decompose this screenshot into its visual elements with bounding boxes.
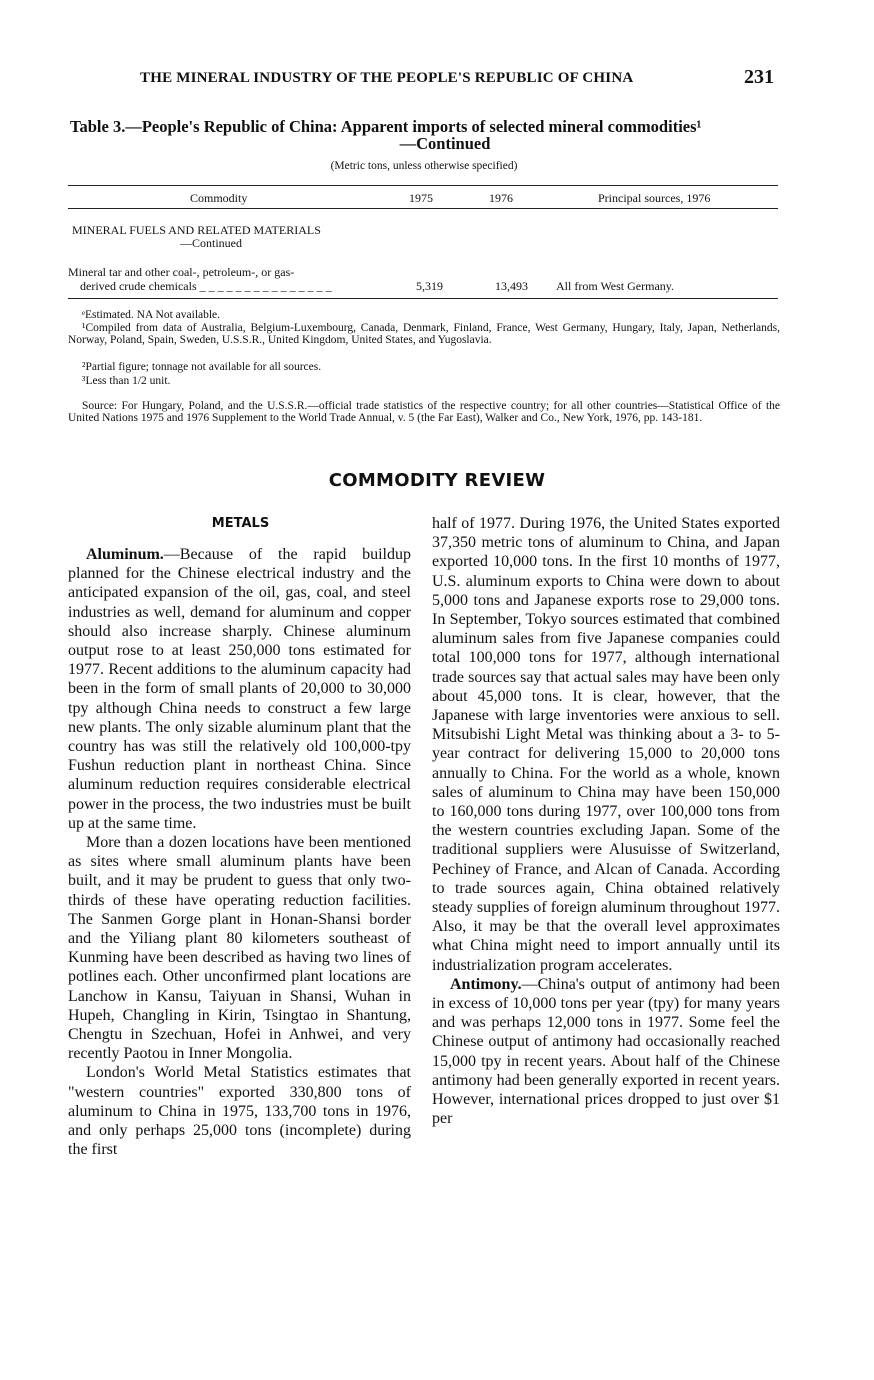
column-header-1975: 1975 <box>409 191 433 205</box>
section-heading: MINERAL FUELS AND RELATED MATERIALS <box>72 223 321 237</box>
running-header: THE MINERAL INDUSTRY OF THE PEOPLE'S REPUBLIC OF CHINA <box>140 70 634 86</box>
column-header-sources: Principal sources, 1976 <box>598 191 711 205</box>
aluminum-paragraph-1 <box>68 545 411 833</box>
aluminum-paragraph-2: More than a dozen locations have been mentioned as sites where small aluminum plants have been built, and it may be prudent to guess that only two-thirds of these have operating reduction facilities. The Sanmen Gorge plant in Honan-Shansi border and the Yiliang plant 80 kilometers southeast of Kunming have been described as having two lines of potlines each. Other unconfirmed plant locations are Lanchow in Kansu, Taiyuan in Shansi, Wuhan in Hupeh, Changling in Kirin, Tsingtao in Shantung, Chengtu in Szechuan, Hofei in Anhwei, and very recently Paotou in Inner Mongolia. <box>68 834 411 1063</box>
footnote-estimated: ᵉEstimated. NA Not available. <box>82 309 221 321</box>
footnote-3: ³Less than 1/2 unit. <box>82 375 171 387</box>
table-title <box>70 118 780 152</box>
antimony-heading: Antimony. <box>450 975 522 993</box>
source-note: Source: For Hungary, Poland, and the U.S.S.R.—official trade statistics of the respective country; for all other countries—Statistical Office of the United Nations 1975 and 1976 Supplement to the World Trade Annual, v. 5 (the Far East), Walker and Co., New York, 1976, pp. 143-181. <box>68 400 780 424</box>
antimony-paragraph-1 <box>432 975 780 1129</box>
aluminum-paragraph-3: London's World Metal Statistics estimates that "western countries" exported 330,800 tons of aluminum to China in 1975, 133,700 tons in 1976, and only perhaps 25,000 tons (incomplete) during the first <box>68 1064 411 1159</box>
footnote-2: ²Partial figure; tonnage not available for all sources. <box>82 361 322 373</box>
metals-subheading: METALS <box>211 516 270 531</box>
aluminum-heading: Aluminum. <box>86 546 164 563</box>
row-commodity-line1: Mineral tar and other coal-, petroleum-, or gas- <box>68 265 295 279</box>
table-title-continued: —Continued <box>399 134 491 153</box>
table-title-line1: Table 3.—People's Republic of China: Apparent imports of selected mineral commodities¹ <box>70 117 702 136</box>
row-sources: All from West Germany. <box>556 279 675 293</box>
page-number: 231 <box>744 66 774 88</box>
table-top-rule <box>68 185 778 186</box>
left-column <box>68 545 411 1160</box>
table-units: (Metric tons, unless otherwise specified) <box>330 160 518 172</box>
commodity-review-heading: COMMODITY REVIEW <box>328 470 546 491</box>
right-column <box>432 514 780 1129</box>
antimony-text-1: —China's output of antimony had been in excess of 10,000 tons per year (tpy) for many years and was perhaps 12,000 tons in 1977. Some feel the Chinese output of antimony had occasionally reached 15,000 tpy in recent years. About half of the Chinese antimony had been generally exported in recent years. However, international prices dropped to just over $1 per <box>432 975 780 1128</box>
row-value-1975: 5,319 <box>416 279 443 293</box>
footnote-1: ¹Compiled from data of Australia, Belgium-Luxembourg, Canada, Denmark, Finland, France, West Germany, Hungary, Italy, Japan, Netherlands, Norway, Poland, Spain, Sweden, U.S.S.R., United Kingdom, United States, and Yugoslavia. <box>68 322 780 346</box>
column-header-1976: 1976 <box>489 191 513 205</box>
row-value-1976: 13,493 <box>495 279 528 293</box>
aluminum-text-1: —Because of the rapid buildup planned for the Chinese electrical industry and the anticipated expansion of the oil, gas, coal, and steel industries as well, demand for aluminum and copper should also increase sharply. Chinese aluminum output rose to at least 250,000 tons estimated for 1977. Recent additions to the aluminum capacity had been in the form of small plants of 20,000 to 30,000 tpy although China needs to construct a few large new plants. The only sizable aluminum plant that the country has was still the relatively old 100,000-tpy Fushun reduction plant in northeast China. Since aluminum reduction requires considerable electrical power in the process, the two industries must be built up at the same time. <box>68 546 411 832</box>
row-commodity-line2: derived crude chemicals _ _ _ _ _ _ _ _ _ _ _ _ _ _ _ <box>80 279 332 293</box>
section-continued: —Continued <box>180 236 242 250</box>
table-header-rule <box>68 208 778 209</box>
table-bottom-rule <box>68 298 778 299</box>
column-header-commodity: Commodity <box>190 191 248 205</box>
aluminum-paragraph-4: half of 1977. During 1976, the United States exported 37,350 metric tons of aluminum to China, and Japan exported 10,000 tons. In the first 10 months of 1977, U.S. aluminum exports to China were down to about 5,000 tons and Japanese exports rose to 29,000 tons. In September, Tokyo sources estimated that combined aluminum sales from five Japanese companies could total 100,000 tons for 1977, although international trade sources say that actual sales may have been only about 45,000 tons. It is clear, however, that the Japanese with large inventories were anxious to sell. Mitsubishi Light Metal was thinking about a 3- to 5-year contract for delivering 15,000 to 20,000 tons annually to China. For the world as a whole, known sales of aluminum to China may have been 150,000 to 160,000 tons during 1977, over 100,000 tons from the western countries excluding Japan. Some of the traditional suppliers were Alusuisse of Switzerland, Pechiney of France, and Alcan of Canada. According to trade sources again, China obtained relatively steady supplies of foreign aluminum throughout 1977. Also, it may be that the overall level approximates what China might need to import annually until its industrialization program accelerates. <box>432 515 780 974</box>
